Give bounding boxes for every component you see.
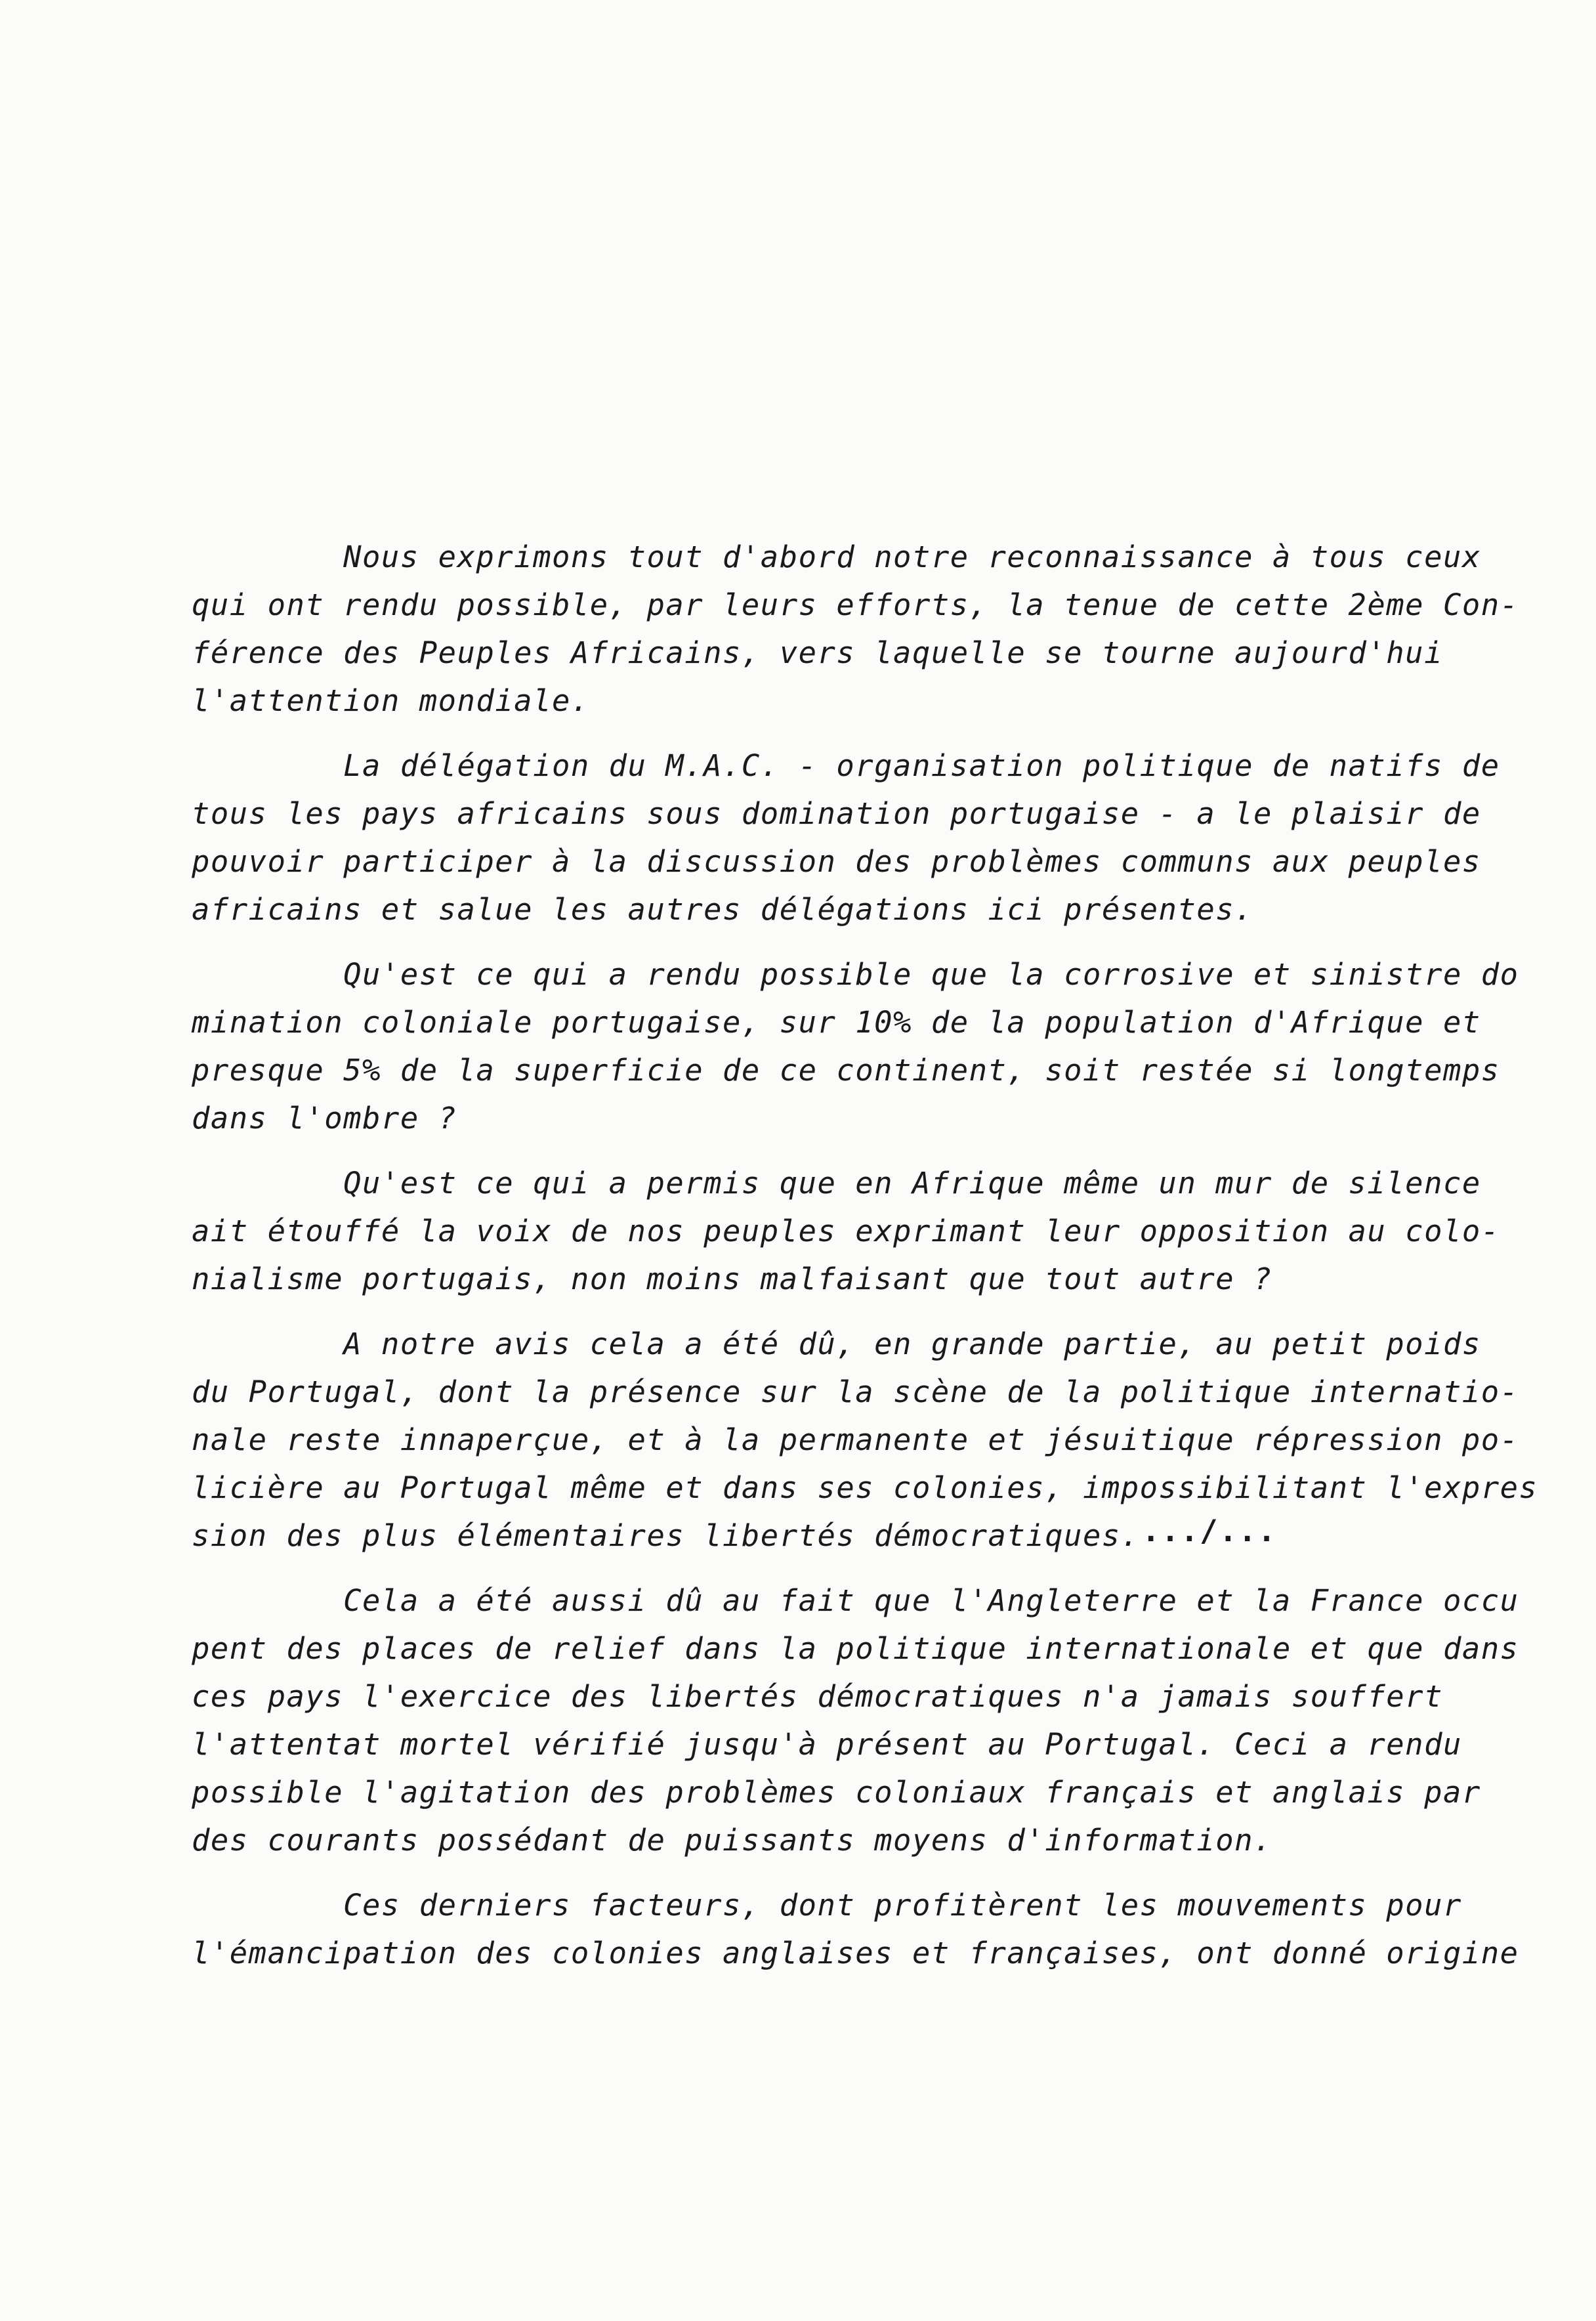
text-line: pent des places de relief dans la politique internationale et que dans: [192, 1631, 1519, 1666]
text-line: dans l'ombre ?: [192, 1101, 457, 1136]
text-line: Ces derniers facteurs, dont profitèrent les mouvements pour: [192, 1888, 1462, 1923]
paragraph: [192, 1159, 1563, 1303]
text-line: nialisme portugais, non moins malfaisant que tout autre ?: [192, 1262, 1272, 1296]
text-line: l'émancipation des colonies anglaises et françaises, ont donné origine: [192, 1936, 1519, 1970]
body-text: [192, 533, 1563, 1994]
text-line: La délégation du M.A.C. - organisation politique de natifs de: [192, 748, 1500, 783]
text-line: mination coloniale portugaise, sur 10% de la population d'Afrique et: [192, 1005, 1481, 1040]
text-line: Qu'est ce qui a rendu possible que la corrosive et sinistre do: [192, 957, 1519, 992]
text-line: l'attentat mortel vérifié jusqu'à présent au Portugal. Ceci a rendu: [192, 1727, 1462, 1762]
text-line: des courants possédant de puissants moyens d'information.: [192, 1823, 1272, 1858]
text-line: nale reste innaperçue, et à la permanente et jésuitique répression po-: [192, 1422, 1519, 1457]
text-line: tous les pays africains sous domination portugaise - a le plaisir de: [192, 796, 1481, 831]
paragraph: [192, 1320, 1563, 1560]
text-line: ait étouffé la voix de nos peuples exprimant leur opposition au colo-: [192, 1214, 1500, 1248]
paragraph: [192, 1577, 1563, 1864]
text-line: A notre avis cela a été dû, en grande partie, au petit poids: [192, 1327, 1481, 1361]
continuation-marker: .../...: [1142, 1514, 1277, 1548]
text-line: licière au Portugal même et dans ses colonies, impossibilitant l'expres: [192, 1470, 1538, 1505]
text-line: africains et salue les autres délégations ici présentes.: [192, 892, 1254, 927]
paragraph: [192, 533, 1563, 725]
text-line: Qu'est ce qui a permis que en Afrique même un mur de silence: [192, 1166, 1481, 1201]
text-line: l'attention mondiale.: [192, 683, 590, 718]
text-line: qui ont rendu possible, par leurs efforts, la tenue de cette 2ème Con-: [192, 587, 1519, 622]
text-line: Cela a été aussi dû au fait que l'Angleterre et la France occu: [192, 1583, 1519, 1618]
text-line: pouvoir participer à la discussion des problèmes communs aux peuples: [192, 844, 1481, 879]
text-line: sion des plus élémentaires libertés démocratiques.: [192, 1518, 1140, 1553]
paragraph: [192, 742, 1563, 933]
text-line: ces pays l'exercice des libertés démocratiques n'a jamais souffert: [192, 1679, 1443, 1714]
text-line: possible l'agitation des problèmes coloniaux français et anglais par: [192, 1775, 1481, 1810]
text-line: férence des Peuples Africains, vers laquelle se tourne aujourd'hui: [192, 635, 1443, 670]
paragraph: [192, 1881, 1563, 1977]
text-line: Nous exprimons tout d'abord notre reconnaissance à tous ceux: [192, 540, 1481, 574]
paragraph: [192, 950, 1563, 1142]
text-line: du Portugal, dont la présence sur la scène de la politique internatio-: [192, 1374, 1519, 1409]
text-line: presque 5% de la superficie de ce continent, soit restée si longtemps: [192, 1053, 1500, 1088]
